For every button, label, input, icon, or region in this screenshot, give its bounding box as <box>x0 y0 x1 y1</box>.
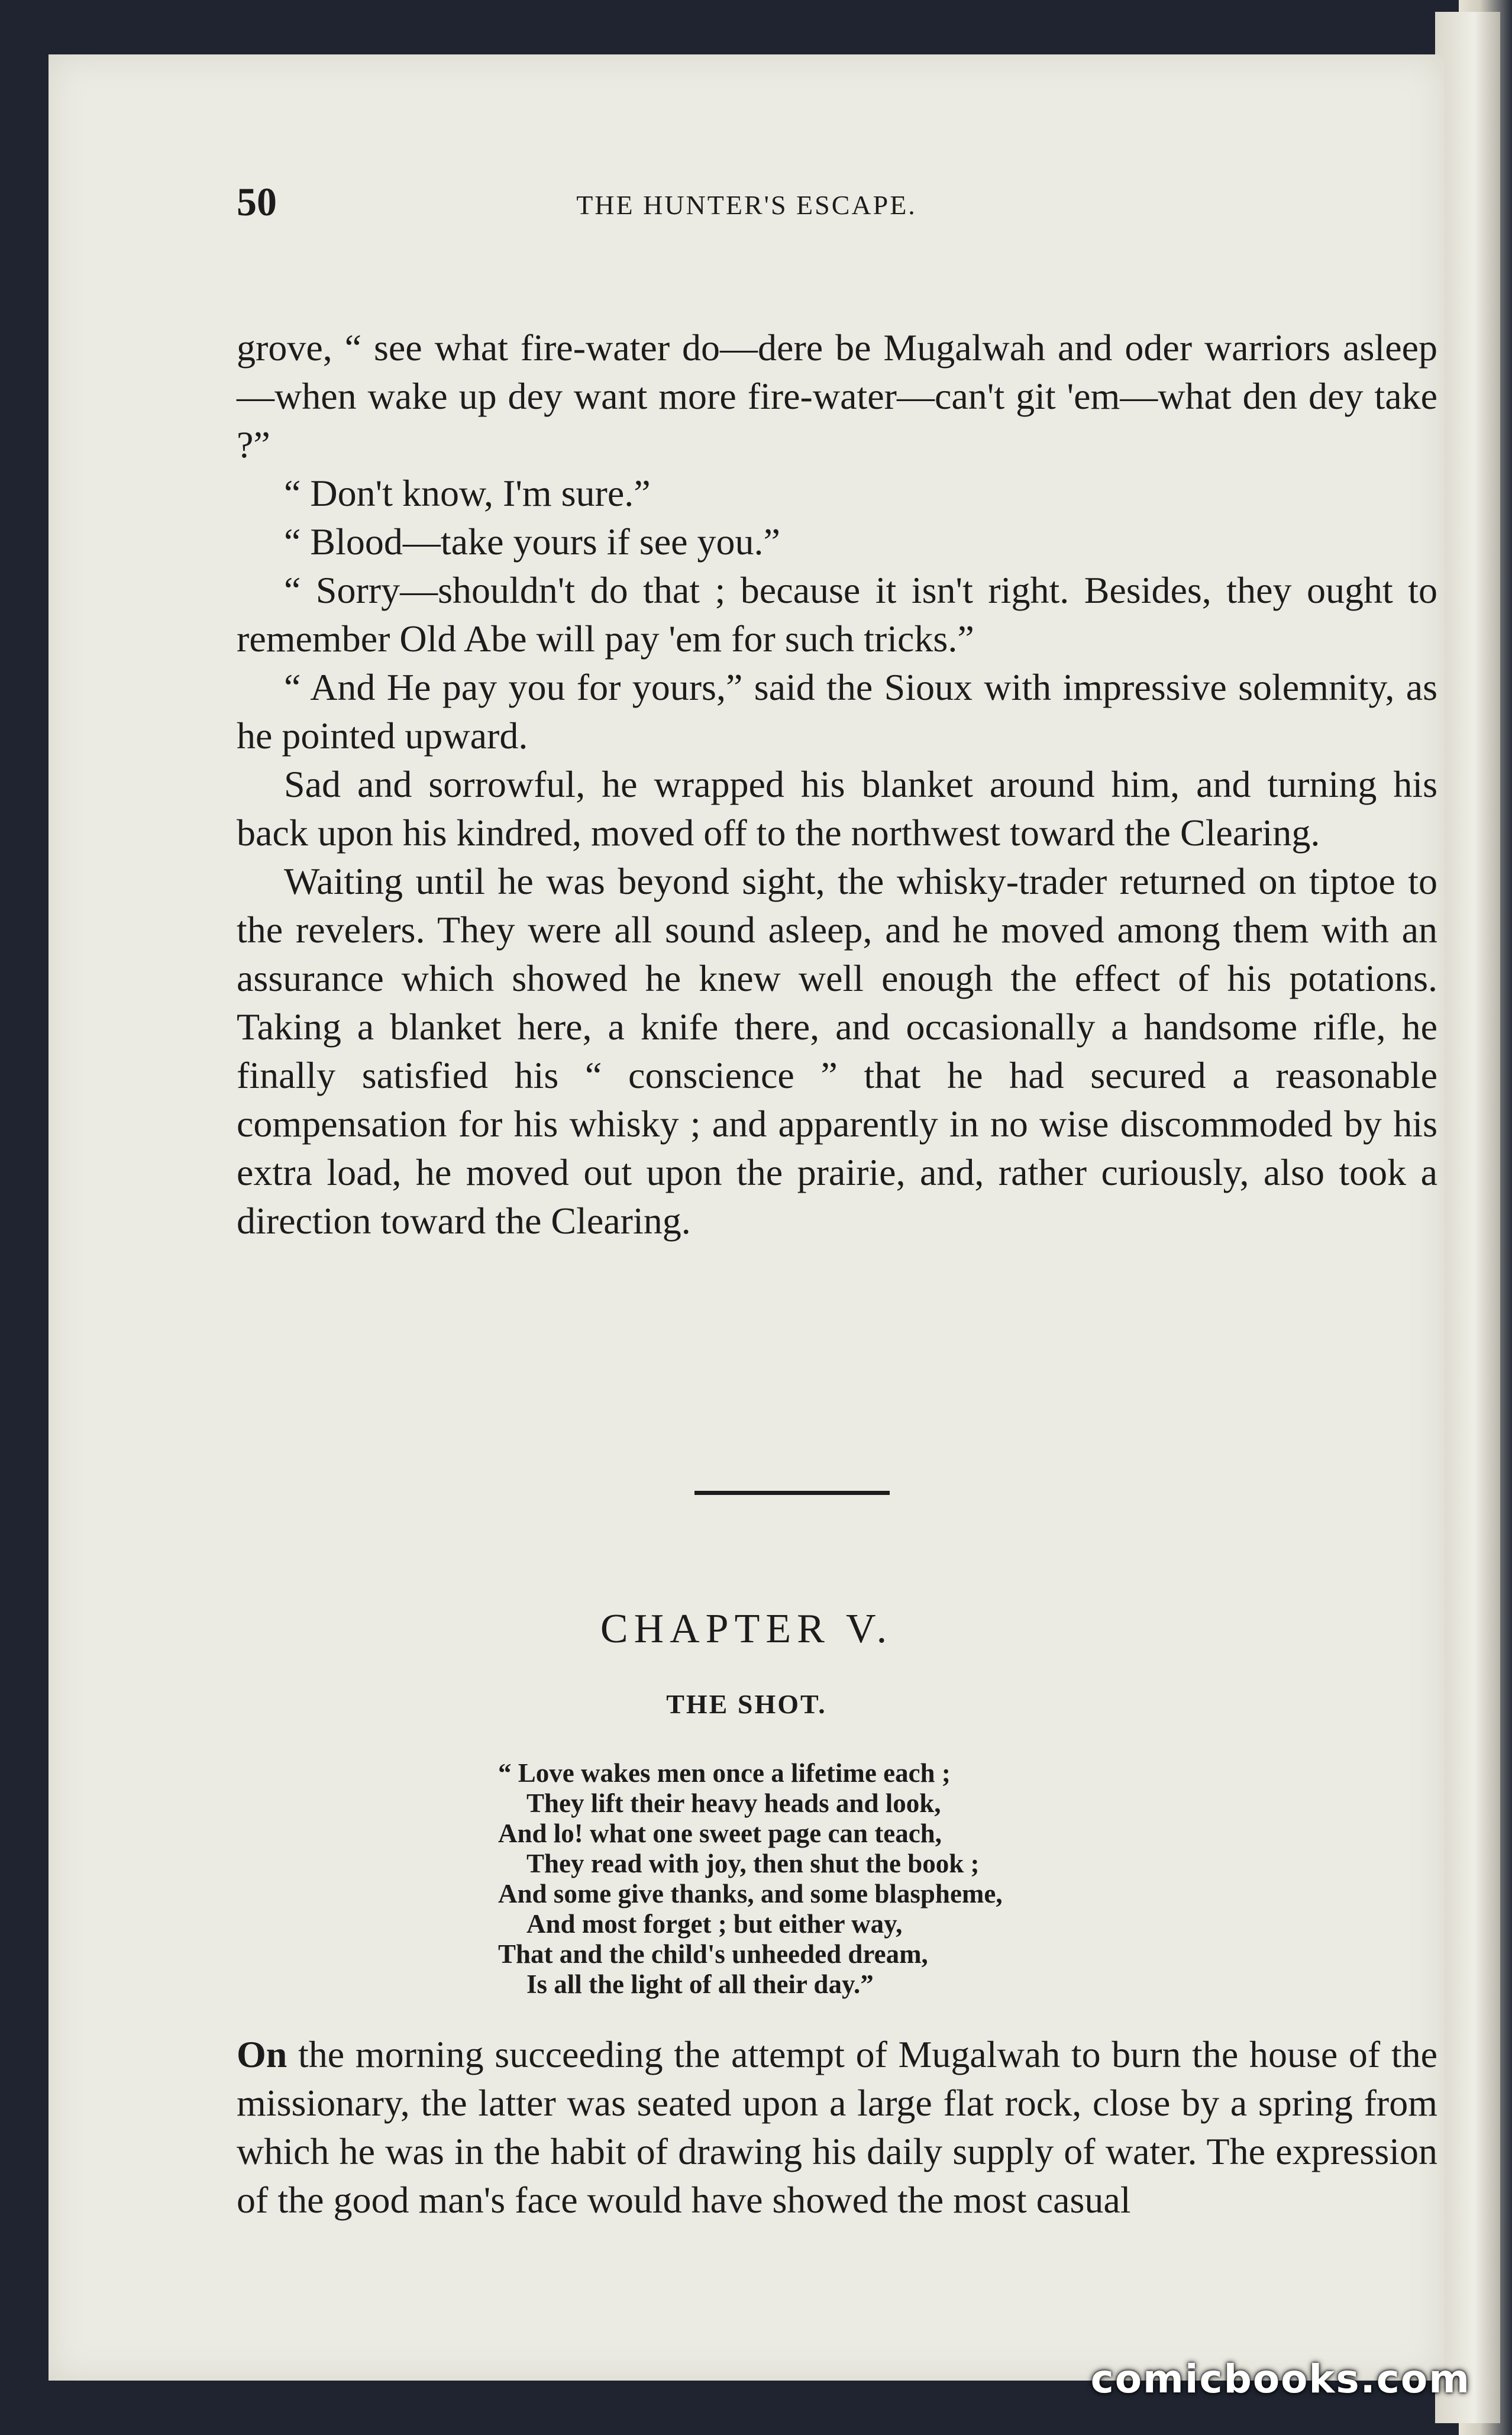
chapter-opening-paragraph <box>237 2030 1437 2224</box>
paragraph: Sad and sorrowful, he wrapped his blanket around him, and turning his back upon his kindred, moved off to the northwest toward the Clearing. <box>237 763 1437 854</box>
epigraph-line: Is all the light of all their day.” <box>526 1969 874 1999</box>
paragraph: “ Sorry—shouldn't do that ; because it isn't right. Besides, they ought to remember Old Abe will pay 'em for such tricks.” <box>237 569 1437 660</box>
epigraph-line: And some give thanks, and some blaspheme, <box>498 1879 1003 1908</box>
chapter-heading: CHAPTER V. <box>600 1606 893 1652</box>
paragraph: “ Don't know, I'm sure.” <box>284 472 651 514</box>
epigraph-poem <box>498 1758 1267 2000</box>
site-watermark: comicbooks.com <box>1090 2356 1471 2402</box>
epigraph-line: They read with joy, then shut the book ; <box>526 1849 980 1878</box>
epigraph-line: That and the child's unheeded dream, <box>498 1939 928 1969</box>
facing-page-edge <box>1435 12 1500 2423</box>
opening-text: the morning succeeding the attempt of Mugalwah to burn the house of the missionary, the latter was seated upon a large flat rock, close by a spring from which he was in the habit of drawing his daily supply of water. The expression of the good man's face would have showed the most casual <box>237 2033 1437 2221</box>
paragraph <box>237 2030 1437 2224</box>
paragraph: “ And He pay you for yours,” said the Sioux with impressive solemnity, as he pointed upward. <box>237 666 1437 757</box>
epigraph-line: “ Love wakes men once a lifetime each ; <box>498 1758 951 1788</box>
paragraph: Waiting until he was beyond sight, the whisky-trader returned on tiptoe to the revelers. They were all sound asleep, and he moved among them with an assurance which showed he knew well enough the effect of his potations. Taking a blanket here, a knife there, and occasionally a handsome rifle, he finally satisfied his “ conscience ” that he had secured a reasonable compensation for his whisky ; and apparently in no wise discommoded by his extra load, he moved out upon the prairie, and, rather curiously, also took a direction toward the Clearing. <box>237 860 1437 1242</box>
paragraph: grove, “ see what fire-water do—dere be Mugalwah and oder warriors asleep—when wake up dey want more fire-water—can't git 'em—what den dey take ?” <box>237 327 1437 466</box>
drop-cap-word: On <box>237 2033 287 2075</box>
epigraph-line: And lo! what one sweet page can teach, <box>498 1819 942 1848</box>
book-page <box>49 54 1445 2381</box>
chapter-subtitle: THE SHOT. <box>666 1689 827 1719</box>
page-number: 50 <box>237 179 277 224</box>
epigraph-line: They lift their heavy heads and look, <box>526 1788 941 1818</box>
running-title: THE HUNTER'S ESCAPE. <box>576 190 917 220</box>
epigraph-line: And most forget ; but either way, <box>526 1909 903 1939</box>
story-text <box>237 324 1437 1245</box>
section-divider-rule <box>694 1491 890 1495</box>
paragraph: “ Blood—take yours if see you.” <box>284 521 780 563</box>
